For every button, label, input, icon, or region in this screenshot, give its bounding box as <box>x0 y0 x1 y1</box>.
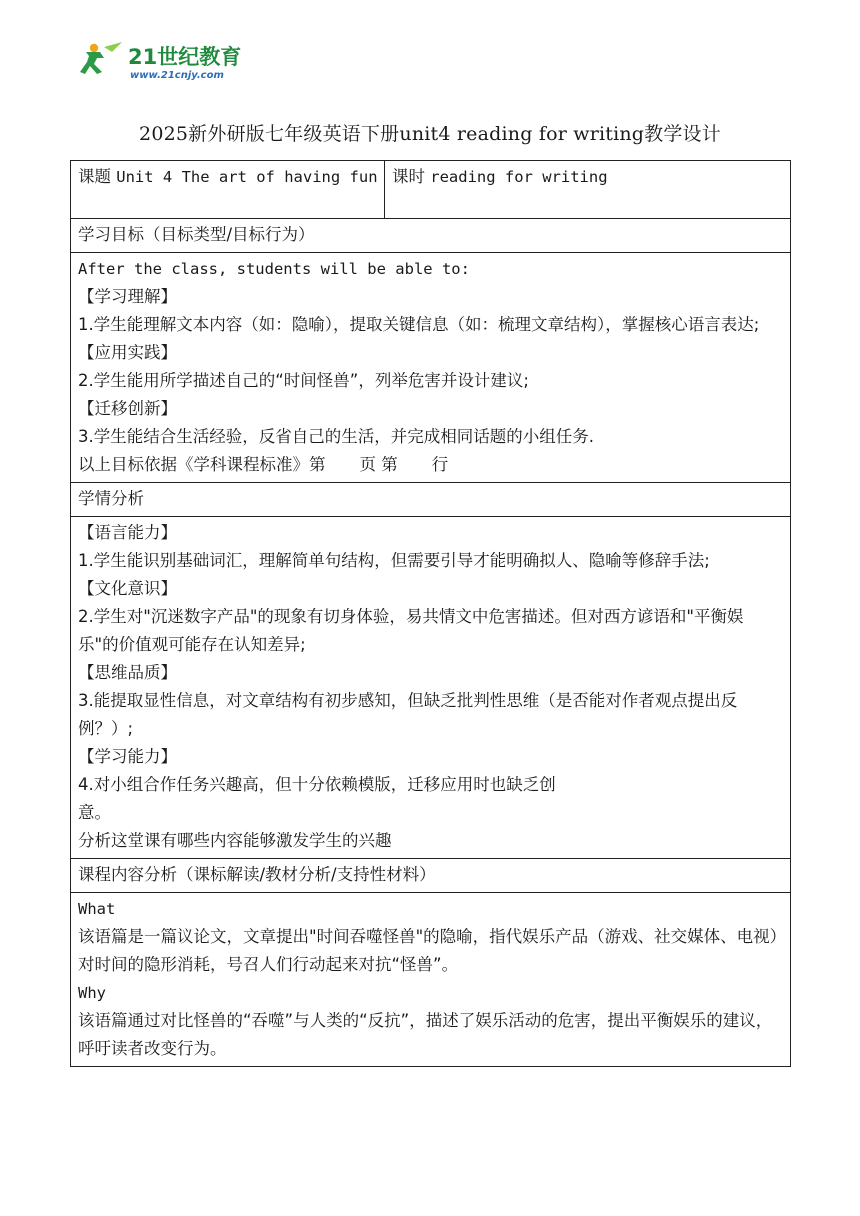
analysis-section-text: 3.能提取显性信息，对文章结构有初步感知，但缺乏批判性思维（是否能对作者观点提出反例？）; <box>78 691 738 738</box>
table-row-content-heading <box>71 859 791 893</box>
document-title: 2025新外研版七年级英语下册unit4 reading for writing教学设计 <box>139 123 721 145</box>
period-value: reading for writing <box>430 168 608 186</box>
why-label: Why <box>78 984 106 1002</box>
goals-section-title: 【学习理解】 <box>78 287 177 306</box>
lesson-plan-table <box>70 160 791 1067</box>
analysis-section-text: 意。 <box>78 803 111 822</box>
basis-text-b: 页 第 <box>359 455 398 474</box>
analysis-section-text: 1.学生能识别基础词汇，理解简单句结构，但需要引导才能明确拟人、隐喻等修辞手法; <box>78 551 710 570</box>
table-row-topic <box>71 161 791 219</box>
analysis-section-title: 【文化意识】 <box>78 579 177 598</box>
analysis-section-title: 【学习能力】 <box>78 747 177 766</box>
analysis-cell <box>71 517 791 859</box>
goals-cell <box>71 253 791 483</box>
content-cell <box>71 893 791 1067</box>
basis-text-a: 以上目标依据《学科课程标准》第 <box>78 455 326 474</box>
analysis-section-text: 2.学生对"沉迷数字产品"的现象有切身体验，易共情文中危害描述。但对西方谚语和"平衡娱乐"的价值观可能存在认知差异; <box>78 607 744 654</box>
goals-section-title: 【迁移创新】 <box>78 399 177 418</box>
period-label: 课时 <box>392 167 425 186</box>
analysis-interest: 分析这堂课有哪些内容能够激发学生的兴趣 <box>78 831 392 850</box>
table-row-content <box>71 893 791 1067</box>
site-logo <box>78 38 248 82</box>
goals-heading: 学习目标（目标类型/目标行为） <box>71 219 791 253</box>
logo-url: www.21cnjy.com <box>130 70 224 81</box>
analysis-section-title: 【语言能力】 <box>78 523 177 542</box>
period-cell <box>385 161 791 219</box>
goals-intro: After the class, students will be able to: <box>78 260 470 278</box>
goals-section-text: 1.学生能理解文本内容（如：隐喻），提取关键信息（如：梳理文章结构），掌握核心语言表达; <box>78 315 760 334</box>
logo-brand: 21世纪教育 <box>128 45 242 69</box>
table-row-goals <box>71 253 791 483</box>
goals-section-title: 【应用实践】 <box>78 343 177 362</box>
basis-text-c: 行 <box>431 455 449 474</box>
goals-section-text: 2.学生能用所学描述自己的“时间怪兽”，列举危害并设计建议; <box>78 371 529 390</box>
running-man-icon <box>80 42 122 74</box>
topic-value: Unit 4 The art of having fun <box>116 168 378 186</box>
what-text: 该语篇是一篇议论文，文章提出"时间吞噬怪兽"的隐喻，指代娱乐产品（游戏、社交媒体、电视）对时间的隐形消耗，号召人们行动起来对抗“怪兽”。 <box>78 927 778 974</box>
analysis-heading: 学情分析 <box>71 483 791 517</box>
table-row-analysis-heading <box>71 483 791 517</box>
goals-basis <box>78 451 784 479</box>
table-row-goals-heading <box>71 219 791 253</box>
topic-label: 课题 <box>78 167 111 186</box>
goals-section-text: 3.学生能结合生活经验，反省自己的生活，并完成相同话题的小组任务. <box>78 427 594 446</box>
content-heading: 课程内容分析（课标解读/教材分析/支持性材料） <box>71 859 791 893</box>
what-label: What <box>78 900 116 918</box>
analysis-section-title: 【思维品质】 <box>78 663 177 682</box>
why-text: 该语篇通过对比怪兽的“吞噬”与人类的“反抗”，描述了娱乐活动的危害，提出平衡娱乐的建议，呼吁读者改变行为。 <box>78 1011 773 1058</box>
table-row-analysis <box>71 517 791 859</box>
analysis-section-text: 4.对小组合作任务兴趣高，但十分依赖模版，迁移应用时也缺乏创 <box>78 775 556 794</box>
topic-cell <box>71 161 385 219</box>
